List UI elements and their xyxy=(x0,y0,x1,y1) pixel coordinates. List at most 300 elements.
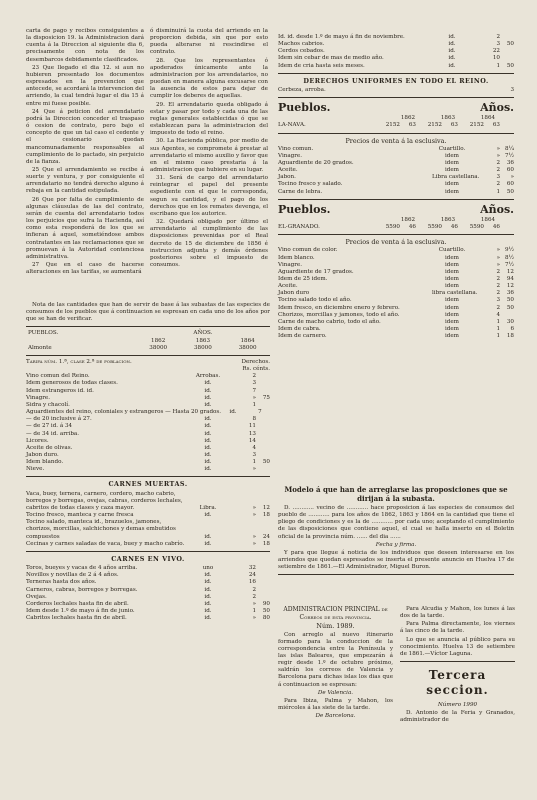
row-centimos: 7½ xyxy=(505,261,514,268)
row-reales: » xyxy=(496,145,500,152)
year-cell: 1864 xyxy=(240,337,255,344)
row-unit: id. xyxy=(204,437,212,444)
row-unit: idem xyxy=(445,268,459,275)
table-row xyxy=(26,466,270,473)
row-reales: » xyxy=(252,394,256,401)
row-centimos: 8½ xyxy=(505,254,514,261)
table-row xyxy=(26,512,270,519)
modelo-section xyxy=(278,486,514,578)
paragraph: ó disminuirá la cuota del arriendo en la proporcion debida, sin que por esto pueda alterarse ni rescindirse el contrato. xyxy=(150,28,268,56)
row-centimos: 60 xyxy=(506,181,514,188)
row-unit: id. xyxy=(204,466,212,473)
row-label: Licores. xyxy=(26,437,49,444)
row-reales: 2 xyxy=(496,268,500,275)
row-centimos: 60 xyxy=(506,167,514,174)
derechos-uniformes-heading: DERECHOS UNIFORMES EN TODO EL REINO. xyxy=(303,76,489,85)
row-centimos: 12 xyxy=(506,268,514,275)
row-reales: 13 xyxy=(248,430,256,437)
table-row xyxy=(26,608,270,615)
year-cell: 1862 xyxy=(400,115,416,122)
row-label: Terneras hasta dos años. xyxy=(26,579,97,586)
column-prices xyxy=(278,34,514,340)
table-row xyxy=(278,312,514,319)
table-row xyxy=(278,167,514,174)
row-label: Carneros, cabras, borregos y borregas. xyxy=(26,586,138,593)
row-label: Aguardiente de 17 grados. xyxy=(278,268,354,275)
row-unit: id. xyxy=(229,409,237,416)
row-reales: 7 xyxy=(252,387,256,394)
value-cell: 63 xyxy=(408,122,416,129)
el-granado-row xyxy=(278,224,514,231)
row-label: Aguardientes del reino, coloniales y estrangeros — Hasta 20 grados. xyxy=(26,409,222,416)
row-centimos: 50 xyxy=(506,62,514,69)
row-unit: id. xyxy=(204,512,212,519)
divider xyxy=(278,574,514,575)
row-label: Nieve. xyxy=(26,466,45,473)
row-centimos: 50 xyxy=(262,459,270,466)
row-unit: idem xyxy=(445,333,459,340)
row-label: Idem estrangeros id. id. xyxy=(26,387,94,394)
table-row xyxy=(26,373,270,380)
row-centimos: 50 xyxy=(262,608,270,614)
table-row xyxy=(278,326,514,333)
row-label: Machos cabrios. xyxy=(278,41,325,48)
row-reales: 24 xyxy=(248,572,256,579)
row-unit: id. xyxy=(204,572,212,579)
value-cell: 2152 xyxy=(385,122,400,129)
paragraph: 30. La Hacienda pública, por medio de sus Agentes, se compromete á prestar al arrendatario el mismo auxilio y favor que en el mismo caso prestaria á la administracion que hubiere en su lugar. xyxy=(150,138,268,173)
table-row xyxy=(26,587,270,594)
row-unit: Libra. xyxy=(199,504,217,511)
table-row xyxy=(278,247,514,254)
row-label: Tocino salado todo el año. xyxy=(278,297,352,304)
row-label: Idem fresco, en diciembre enero y febrero. xyxy=(278,304,400,311)
tarifa-list xyxy=(26,373,270,473)
divider xyxy=(278,73,514,74)
row-label: — de 34 id. arriba. xyxy=(26,430,80,437)
table-row xyxy=(278,262,514,269)
de-barcelona: De Barcelona. xyxy=(315,713,356,720)
years-row xyxy=(278,115,514,122)
row-unit: idem xyxy=(445,318,459,325)
row-label: Cerdos cebados. xyxy=(278,48,325,55)
table-row xyxy=(278,63,514,70)
value-cell: 46 xyxy=(408,224,416,231)
table-row xyxy=(278,34,514,41)
table-row xyxy=(26,431,270,438)
row-label: — de 20 inclusive á 27. xyxy=(26,416,92,423)
divider xyxy=(278,199,514,200)
row-reales: 2 xyxy=(496,181,500,188)
row-reales: 3 xyxy=(252,451,256,458)
row-reales: » xyxy=(252,600,256,607)
pueblos-heading: Pueblos. xyxy=(278,101,331,115)
row-unit: idem xyxy=(445,283,459,290)
livestock-list xyxy=(278,34,514,70)
table-row xyxy=(26,452,270,459)
rs-label: Rs. cénts. xyxy=(242,366,270,373)
table-row xyxy=(278,333,514,340)
paragraph: 29. El arrendatario queda obligado á estar y pasar por todo y cada una de las reglas generales establecidas ó que se establezcan para la administracion del impuesto de todo el reino. xyxy=(150,101,268,137)
row-label: Aceite de olivas. xyxy=(26,444,73,451)
row-unit: id. xyxy=(204,401,212,408)
row-label: Vino comun de color. xyxy=(278,247,338,254)
table-row xyxy=(278,55,514,62)
year-cell: 1863 xyxy=(440,216,456,223)
row-label: Idem de carnero. xyxy=(278,333,327,340)
row-label: Vino comun. xyxy=(278,145,314,152)
row-reales: 2 xyxy=(252,593,256,600)
divider xyxy=(400,661,515,662)
row-label: Aceite. xyxy=(278,283,298,290)
row-unit: idem xyxy=(445,167,459,174)
row-unit: id. xyxy=(204,394,212,401)
row-centimos: 50 xyxy=(506,304,514,311)
row-reales: 2 xyxy=(496,290,500,297)
row-reales: 3 xyxy=(496,174,500,181)
table-row xyxy=(278,305,514,312)
row-label: Vinagre. xyxy=(278,152,303,159)
row-unit: idem xyxy=(445,297,459,304)
pueblos-heading: Pueblos. xyxy=(278,202,331,216)
row-reales: » xyxy=(252,615,256,622)
divider xyxy=(26,326,270,327)
row-unit: id. xyxy=(448,55,456,62)
row-unit: id. xyxy=(204,586,212,593)
row-centimos: 6 xyxy=(510,326,514,333)
row-reales: 2 xyxy=(252,586,256,593)
row-label: Carne de macho cabrio, todo el año. xyxy=(278,318,381,325)
table-row xyxy=(26,579,270,586)
table-row xyxy=(26,491,270,512)
row-unit: idem xyxy=(445,311,459,318)
row-reales: » xyxy=(252,504,256,511)
value-cell: 38000 xyxy=(149,344,168,351)
row-centimos: 36 xyxy=(506,160,514,167)
anos-heading: Años. xyxy=(480,101,514,115)
row-reales: 10 xyxy=(492,55,500,62)
value-cell: 5590 xyxy=(385,224,400,231)
row-reales: 2 xyxy=(496,283,500,290)
row-reales: » xyxy=(252,540,256,547)
row-unit: idem xyxy=(445,181,459,188)
year-cell: 1863 xyxy=(440,115,456,122)
pueblos-header-2 xyxy=(278,203,514,217)
correos-text: Con arreglo al nuevo itinerario formado para la conduccion de la correspondencia entre la Península y las islas Baleares, que empezarán á regir desde 1.º de octubre próximo, saldrán los correos de Valencia y Barcelona para dichas islas los dias que á continuacion se espresan: xyxy=(278,631,393,688)
row-label: Vinagre. xyxy=(278,261,303,268)
paragraph: 26 Que por falta de cumplimiento de algunas cláusulas de las del contrato, serán de cuenta del arrendatario todos los perjuicios que sufra la Hacienda, así como esta responderá de los que se infieran á aquel, sometiéndose ambos contratantes en las reclamaciones que se promuevan á la Autoridad contenciosa administrativa. xyxy=(26,196,144,260)
paragraph: 25 Que el arrendamiento se recibe á suerte y ventura, y por consiguiente el arrendatario no tendrá derecho alguno á rebaja en la cantidad estipulada. xyxy=(26,166,144,195)
row-label: Idem blanco. xyxy=(278,254,315,261)
row-unit: id. xyxy=(204,430,212,437)
value-cell: 5590 xyxy=(469,224,484,231)
pueblos-header-1 xyxy=(278,101,514,115)
value-cell: 5590 xyxy=(427,224,442,231)
paragraph: 23 Que llegado el dia 12. si aun no hubieren presentado los documentos espresados en la prevencion que antecede, se acordará la intervencion del arriendo, la cual tendrá lugar el dia 15 á entre mi fuese posible. xyxy=(26,64,144,107)
row-reales: 1 xyxy=(252,459,256,466)
row-unit: id. xyxy=(448,41,456,48)
cerbeza-row xyxy=(278,87,514,94)
row-label: Tocino salado, manteca id., brazuelos, jamones, chorizos, morcillas, salchichones y demas embutidos compuestos xyxy=(26,519,176,540)
row-centimos: 12 xyxy=(506,283,514,290)
num-label: Núm. 1989. xyxy=(316,622,355,631)
table-row xyxy=(26,388,270,395)
column-conditions-2 xyxy=(150,28,268,270)
row-label: Aceite. xyxy=(278,167,298,174)
row-unit: id. xyxy=(204,444,212,451)
value-cell: 2152 xyxy=(469,122,484,129)
table-row xyxy=(26,519,270,540)
row-unit: idem xyxy=(445,304,459,311)
row-reales: 1 xyxy=(252,608,256,614)
table-row xyxy=(278,276,514,283)
table-row xyxy=(26,541,270,548)
row-unit: idem xyxy=(445,160,459,167)
table-row xyxy=(26,395,270,402)
row-reales: 3 xyxy=(252,380,256,387)
row-label: Idem desde 1.º de mayo á fin de junio. xyxy=(26,608,135,614)
anos-heading: Años. xyxy=(480,202,514,216)
row-label: Cecinas y carnes saladas de vaca, buey y macho cabrío. xyxy=(26,540,185,547)
years-table xyxy=(26,330,270,351)
row-reales: » xyxy=(496,261,500,268)
table-row xyxy=(26,380,270,387)
table-row xyxy=(26,402,270,409)
row-label: Chorizos, morcillas y jamones, todo el año. xyxy=(278,311,400,318)
row-unit: id. xyxy=(204,380,212,387)
row-reales: » xyxy=(252,466,256,473)
paragraph: 28. Que los representantes ó apoderados únicamente ante la administracion por los arrendatarios, no puedan en manera alguna excusarse con la ausencia de estos para dejar de cumplir los deberes de aquellas. xyxy=(150,57,268,100)
row-unit: Libra castellana. xyxy=(432,174,480,181)
divider xyxy=(278,133,514,134)
paragraph: Lo que se anuncia al público para su conocimiento. Huelva 13 de setiembre de 1861.—Víctor Laguna. xyxy=(400,636,515,657)
row-label: Corderos lechales hasta fin de abril. xyxy=(26,600,129,607)
row-label: Jabon duro xyxy=(278,290,310,297)
la-nava-row xyxy=(278,122,514,129)
row-unit: id. xyxy=(204,533,212,540)
row-unit: libra castellana. xyxy=(432,290,478,297)
row-unit: idem xyxy=(445,254,459,261)
row-label: Idem blando. xyxy=(26,459,64,466)
value-cell: 46 xyxy=(492,224,500,231)
row-centimos: 8¼ xyxy=(505,145,514,152)
paragraph: 31. Será de cargo del arrendatario reintegrar el papel del presente espediente con el que le corresponda, segun su cantidad, y el pago de los derechos que en los remates devenga, el escribano que los autorice. xyxy=(150,175,268,217)
row-reales: 3 xyxy=(496,297,500,304)
table-row xyxy=(26,594,270,601)
year-cell: 1864 xyxy=(480,115,496,122)
row-centimos: 50 xyxy=(506,188,514,195)
town-name: EL-GRANADO. xyxy=(278,224,320,231)
table-row xyxy=(278,319,514,326)
row-unit: id. xyxy=(204,593,212,600)
row-unit: id. xyxy=(204,451,212,458)
divider xyxy=(26,355,270,356)
carnes-vivo-heading: CARNES EN VIVO. xyxy=(111,554,185,563)
row-reales: 1 xyxy=(496,333,500,340)
numero-label: Número 1990 xyxy=(437,701,478,708)
divider xyxy=(278,234,514,235)
row-unit: id. xyxy=(204,416,212,423)
year-cell: 1864 xyxy=(480,216,496,223)
row-reales: 2 xyxy=(252,373,256,380)
row-reales: 16 xyxy=(248,579,256,586)
precios-heading: Precios de venta á la esclusiva. xyxy=(345,238,447,247)
tarifa-label: Tarifa núm. 1.ª, clase 2.ª de poblacion. xyxy=(26,358,132,365)
row-label: — de 27 id. á 34 xyxy=(26,423,73,430)
carnes-muertas-heading: CARNES MUERTAS. xyxy=(108,480,188,489)
row-centimos: 80 xyxy=(262,615,270,622)
row-reales: 22 xyxy=(492,48,500,55)
table-row xyxy=(278,189,514,196)
anos-label: AÑOS. xyxy=(193,330,213,337)
row-label: Novillos y novillas de 2 á 4 años. xyxy=(26,572,119,579)
row-reales: 7 xyxy=(258,409,262,416)
table-row xyxy=(26,445,270,452)
row-label: Vaca, buey, ternera, carnero, cordero, macho cabrio, borregos y borregas, ovejas, cabras, corderos lechales, cabritos de todas clases y caza mayor. xyxy=(26,490,183,511)
value-cell: 63 xyxy=(492,122,500,129)
tercera-seccion-heading: Tercera seccion. xyxy=(426,668,489,698)
row-label: Sidra y chacolí. xyxy=(26,401,70,408)
row-label: Vinagre. xyxy=(26,394,51,401)
row-label: Idem de cabra. xyxy=(278,326,321,333)
row-centimos: 18 xyxy=(506,333,514,340)
precios-list-2 xyxy=(278,247,514,340)
row-unit: id. xyxy=(204,600,212,607)
modelo-title: Modelo á que han de arreglarse las proposiciones que se dirijan á la subasta. xyxy=(284,485,508,503)
row-label: Jabon duro. xyxy=(26,451,59,458)
fecha-firma: Fecha y firma. xyxy=(375,541,417,548)
year-cell: 1862 xyxy=(151,337,166,344)
row-unit: uno xyxy=(202,565,214,572)
de-valencia: De Valencia. xyxy=(317,689,354,696)
years-row xyxy=(278,217,514,224)
row-reales: » xyxy=(496,254,500,261)
row-centimos: 75 xyxy=(262,394,270,401)
table-row xyxy=(278,41,514,48)
row-reales: 4 xyxy=(496,311,500,318)
row-reales: 2 xyxy=(496,160,500,167)
row-unit: id. xyxy=(204,387,212,394)
table-row xyxy=(278,283,514,290)
paragraph: 24 Que á peticion del arrendatario podrá la Direccion conceder el traspaso ó cesion de contrato, pero bajo el concepto de que un tal caso el cedente y el cesionario quedan mancomunadamente responsables al cumplimiento de lo pactado, sin perjuicio de la fianza. xyxy=(26,108,144,165)
row-label: Idem de 25 idem. xyxy=(278,276,328,282)
note-paragraph: Nota de las cantidades que han de servir de base á las subastas de las especies de consumos de los pueblos que á continuacion se espresan en cada uno de los años por que se han de verificar. xyxy=(26,302,270,323)
row-label: Ovejas. xyxy=(26,593,47,600)
row-label: Cabritos lechales hasta fin de abril. xyxy=(26,615,127,622)
row-centimos: 24 xyxy=(262,533,270,540)
row-unit: Arrobas. xyxy=(195,373,221,380)
table-row xyxy=(278,297,514,304)
row-centimos: 94 xyxy=(506,276,514,282)
row-unit: idem xyxy=(445,188,459,195)
derechos-label: Derechos. xyxy=(241,358,270,365)
paragraph: Para Palma directamente, los viernes á las cinco de la tarde. xyxy=(400,621,515,635)
row-unit: Cuartillo. xyxy=(438,145,466,152)
row-unit: idem xyxy=(445,261,459,268)
row-unit: id. xyxy=(204,459,212,466)
row-unit: id. xyxy=(204,579,212,586)
row-unit: idem xyxy=(445,326,459,333)
paragraph: 27 Que en el caso de hacerse alteraciones en las tarifas, se aumentará xyxy=(26,262,144,276)
column-conditions-1 xyxy=(26,28,144,277)
row-unit: id. xyxy=(448,62,456,69)
paragraph: Para Alcudia y Mahon, los lunes á las dos de la tarde. xyxy=(400,606,515,620)
rs-header xyxy=(26,366,270,373)
row-centimos: » xyxy=(510,174,514,181)
row-label: Aguardiente de 20 grados. xyxy=(278,160,354,167)
row-unit: id. xyxy=(448,34,456,40)
row-reales: 1 xyxy=(252,401,256,408)
row-centimos: 30 xyxy=(506,318,514,325)
row-centimos: 90 xyxy=(262,600,270,607)
row-reales: » xyxy=(252,533,256,540)
row-unit: id. xyxy=(204,615,212,622)
cerbeza-label: Cerbeza, arroba. xyxy=(278,86,326,93)
row-label: Vino comun del Reino. xyxy=(26,373,90,380)
admin-title: ADMINISTRACION PRINCIPAL de Correos de esta provincia. xyxy=(283,606,388,621)
row-reales: 2 xyxy=(496,34,500,40)
final-text: D. Antonio de la Feria y Granados, administrador de xyxy=(400,709,515,724)
year-cell: 1863 xyxy=(195,337,211,344)
closing-text: Y para que llegue á noticia de los individuos que deseen interesarse en los arriendos que quedan espresados se inserta el presente anuncio en Huelva 17 de setiembre de 1861.—El Administrador, Miguel Buron. xyxy=(278,549,514,571)
table-row xyxy=(278,181,514,188)
table-row xyxy=(278,269,514,276)
tarifa-header xyxy=(26,359,270,366)
row-unit: id. xyxy=(448,48,456,55)
paragraph: carta de pago y recibos consiguientes a la disposicion 19. la Administracion dará cuenta á la Direccion al siguiente dia 6, precisamente con nota de los desembarcos debidamente clasificados. xyxy=(26,28,144,63)
town-name: LA-NAVA. xyxy=(278,122,306,129)
row-centimos: 50 xyxy=(506,297,514,304)
row-reales: 3 xyxy=(496,41,500,48)
value-cell: 46 xyxy=(450,224,458,231)
table-row xyxy=(278,153,514,160)
table-row xyxy=(26,438,270,445)
divider xyxy=(26,476,270,477)
value-cell: 38000 xyxy=(238,344,257,351)
pueblos-label: PUEBLOS. xyxy=(28,330,59,337)
row-centimos: 9½ xyxy=(505,247,514,254)
row-reales: 1 xyxy=(496,326,500,333)
row-unit: idem xyxy=(445,152,459,159)
table-row xyxy=(278,174,514,181)
row-reales: 2 xyxy=(496,276,500,282)
column-correos xyxy=(278,606,393,721)
row-reales: 2 xyxy=(496,304,500,311)
row-reales: 1 xyxy=(496,62,500,69)
row-reales: 8 xyxy=(252,416,256,423)
row-reales: » xyxy=(496,247,500,254)
row-unit: Cuartillo. xyxy=(438,247,466,254)
table-row xyxy=(26,601,270,608)
row-reales: » xyxy=(496,152,500,159)
town-name: Almonte xyxy=(28,344,52,351)
row-label: Idem sin cebar de mas de medio año. xyxy=(278,55,384,62)
carnes-muertas-list xyxy=(26,491,270,548)
row-centimos: 7½ xyxy=(505,152,514,159)
table-row xyxy=(278,146,514,153)
paragraph: 32. Quedará obligado por último el arrendatario al cumplimiento de las disposiciones prevenidas por el Real decreto de 15 de diciembre de 1856 é instruccion adjunta y demás órdenes posteriores sobre el impuesto de consumos. xyxy=(150,219,268,268)
row-unit: id. xyxy=(204,423,212,430)
row-reales: » xyxy=(252,512,256,519)
value-cell: 2152 xyxy=(427,122,442,129)
row-centimos: 18 xyxy=(262,512,270,519)
column-notices xyxy=(400,606,515,725)
row-reales: 4 xyxy=(252,444,256,451)
divider xyxy=(278,97,514,98)
row-centimos: 12 xyxy=(262,504,270,511)
table-row xyxy=(278,255,514,262)
table-row xyxy=(26,459,270,466)
